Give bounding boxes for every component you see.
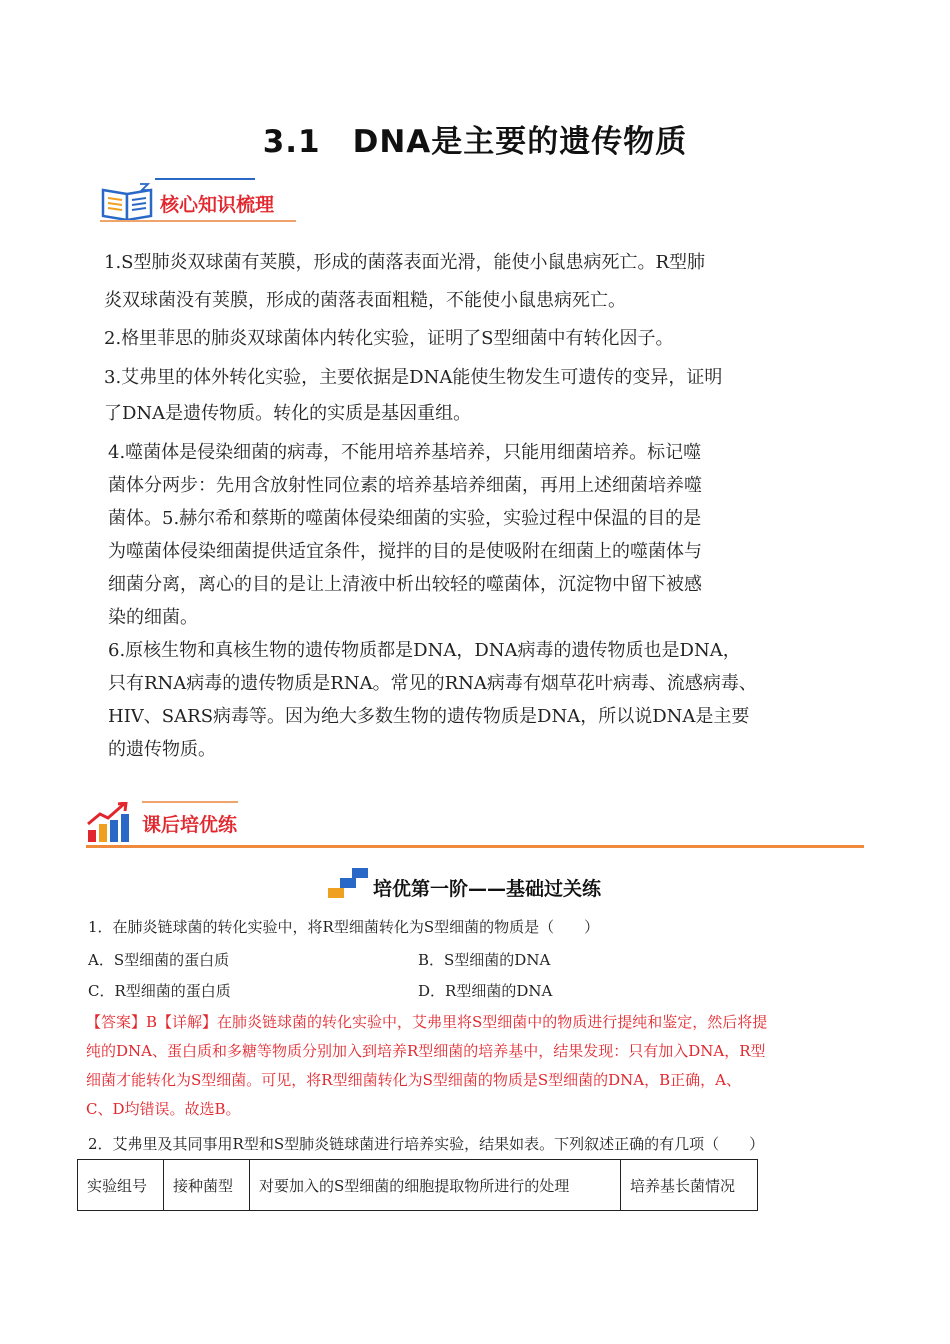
kp-line: 只有RNA病毒的遗传物质是RNA。常见的RNA病毒有烟草花叶病毒、流感病毒、	[108, 673, 757, 694]
kp-line: 4.噬菌体是侵染细菌的病毒，不能用培养基培养，只能用细菌培养。标记噬	[108, 442, 702, 463]
kp-line: 细菌分离，离心的目的是让上清液中析出较轻的噬菌体，沉淀物中留下被感	[108, 574, 702, 595]
question-1-option-c: C．R型细菌的蛋白质	[88, 982, 231, 1000]
section-label-core-knowledge: 核心知识梳理	[160, 194, 275, 216]
table-header-row	[78, 1160, 758, 1211]
kp-line: HIV、SARS病毒等。因为绝大多数生物的遗传物质是DNA，所以说DNA是主要	[108, 706, 750, 727]
table-header-cell: 接种菌型	[164, 1160, 250, 1211]
section-header-practice	[86, 796, 866, 852]
question-1-answer	[86, 1008, 767, 1124]
experiment-table	[77, 1159, 758, 1211]
stairs-icon	[326, 866, 370, 898]
table-header-cell: 实验组号	[78, 1160, 164, 1211]
kp-line: 菌体分两步：先用含放射性同位素的培养基培养细菌，再用上述细菌培养噬	[108, 475, 702, 496]
section-label-practice: 课后培优练	[142, 814, 238, 836]
question-2-stem: 2．艾弗里及其同事用R型和S型肺炎链球菌进行培养实验，结果如表。下列叙述正确的有几项（ ）	[88, 1135, 765, 1153]
kp-line: 6.原核生物和真核生物的遗传物质都是DNA，DNA病毒的遗传物质也是DNA，	[108, 640, 741, 661]
knowledge-point-2	[104, 322, 674, 355]
growth-chart-icon	[86, 802, 130, 844]
kp-line: 染的细菌。	[108, 607, 198, 628]
kp-line: 炎双球菌没有荚膜，形成的菌落表面粗糙，不能使小鼠患病死亡。	[104, 290, 626, 311]
knowledge-point-4	[108, 436, 702, 634]
knowledge-point-3	[104, 361, 722, 430]
kp-line: 3.艾弗里的体外转化实验，主要依据是DNA能使生物发生可遗传的变异，证明	[104, 367, 723, 388]
kp-line: 的遗传物质。	[108, 739, 216, 760]
question-1-option-d: D．R型细菌的DNA	[418, 982, 553, 1000]
stage-title: 培优第一阶——基础过关练	[373, 878, 602, 900]
section-divider-2	[86, 845, 864, 848]
kp-line: 了DNA是遗传物质。转化的实质是基因重组。	[104, 403, 472, 424]
kp-line: 2.格里菲思的肺炎双球菌体内转化实验，证明了S型细菌中有转化因子。	[104, 328, 674, 349]
page-title: 3.1 DNA是主要的遗传物质	[262, 124, 688, 160]
kp-line: 为噬菌体侵染细菌提供适宜条件，搅拌的目的是使吸附在细菌上的噬菌体与	[108, 541, 702, 562]
answer-line: 纯的DNA、蛋白质和多糖等物质分别加入到培养R型细菌的培养基中，结果发现：只有加入DNA，R型	[86, 1042, 766, 1060]
answer-line: 细菌才能转化为S型细菌。可见，将R型细菌转化为S型细菌的物质是S型细菌的DNA，B正确，A、	[86, 1071, 741, 1089]
book-icon	[100, 182, 154, 222]
answer-line: C、D均错误。故选B。	[86, 1100, 241, 1118]
section-header-rule-top	[155, 178, 255, 180]
question-1-option-b: B．S型细菌的DNA	[418, 951, 551, 969]
answer-line: 【答案】B【详解】在肺炎链球菌的转化实验中，艾弗里将S型细菌中的物质进行提纯和鉴定，然后将提	[86, 1013, 768, 1031]
knowledge-point-1	[104, 246, 705, 317]
table-header-cell: 培养基长菌情况	[621, 1160, 758, 1211]
question-1-stem: 1．在肺炎链球菌的转化实验中，将R型细菌转化为S型细菌的物质是（ ）	[88, 918, 600, 936]
kp-line: 1.S型肺炎双球菌有荚膜，形成的菌落表面光滑，能使小鼠患病死亡。R型肺	[104, 252, 706, 273]
table-header-cell: 对要加入的S型细菌的细胞提取物所进行的处理	[250, 1160, 621, 1211]
kp-line: 菌体。5.赫尔希和蔡斯的噬菌体侵染细菌的实验，实验过程中保温的目的是	[108, 508, 702, 529]
question-1-option-a: A．S型细菌的蛋白质	[88, 951, 230, 969]
section-divider-1	[100, 220, 296, 222]
section-header-core-knowledge	[100, 178, 320, 222]
section-header-rule-top	[142, 801, 238, 803]
knowledge-point-6	[108, 634, 757, 766]
